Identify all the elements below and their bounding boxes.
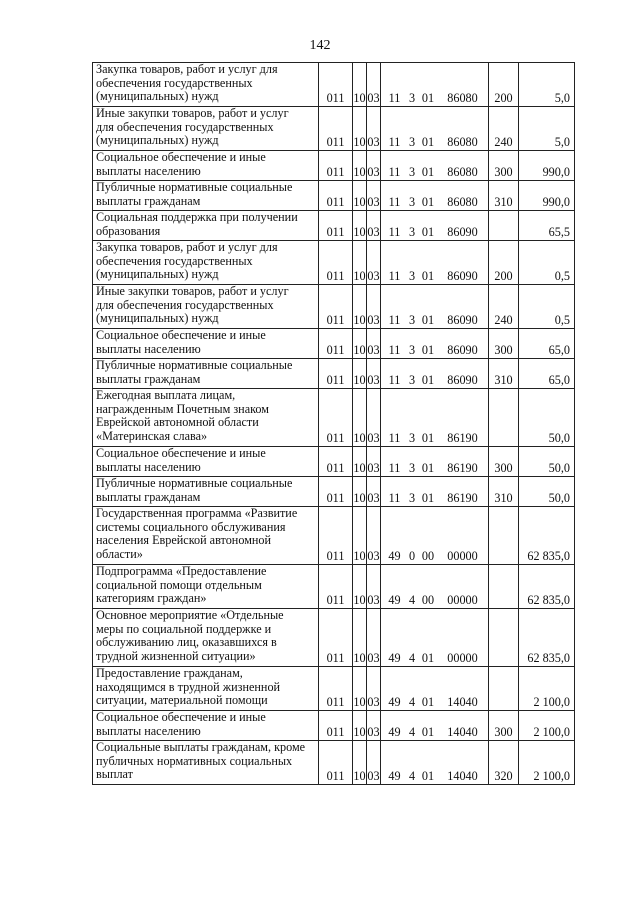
target-item-code <box>381 211 489 241</box>
target-item-code <box>381 741 489 785</box>
target-item-code-part: 01 <box>421 725 435 740</box>
target-item-code-part: 01 <box>421 343 435 358</box>
section-code: 10 <box>353 359 367 389</box>
expense-type-code: 240 <box>489 107 519 151</box>
expense-name <box>93 107 319 151</box>
expense-type-code <box>489 389 519 447</box>
expense-name-line: (муниципальных) нужд <box>96 89 219 104</box>
target-item-code-part: 11 <box>388 461 401 476</box>
ministry-code: 011 <box>319 63 353 107</box>
target-item-code <box>381 565 489 609</box>
target-item-code-part: 00000 <box>447 549 478 564</box>
target-item-code <box>381 477 489 507</box>
section-code: 10 <box>353 477 367 507</box>
expense-name <box>93 285 319 329</box>
table-row <box>93 447 575 477</box>
target-item-code-part: 01 <box>421 431 435 446</box>
expense-name-line: обслуживанию лиц, оказавшихся в <box>96 635 277 650</box>
target-item-code-part: 11 <box>388 373 401 388</box>
amount: 2 100,0 <box>519 741 575 785</box>
expense-name <box>93 151 319 181</box>
expense-name <box>93 211 319 241</box>
expense-name-line: (муниципальных) нужд <box>96 267 219 282</box>
expense-name-line: выплаты гражданам <box>96 371 201 386</box>
target-item-code <box>381 447 489 477</box>
subsection-code: 03 <box>367 285 381 329</box>
section-code: 10 <box>353 241 367 285</box>
target-item-code-part: 11 <box>388 431 401 446</box>
amount: 0,5 <box>519 241 575 285</box>
target-item-code-part: 14040 <box>447 769 478 784</box>
target-item-code-part: 49 <box>388 695 401 710</box>
subsection-code: 03 <box>367 359 381 389</box>
target-item-code-part: 3 <box>408 373 416 388</box>
expense-name <box>93 477 319 507</box>
section-code: 10 <box>353 565 367 609</box>
amount: 2 100,0 <box>519 667 575 711</box>
amount: 62 835,0 <box>519 565 575 609</box>
target-item-code-part: 01 <box>421 269 435 284</box>
expense-name-line: выплаты населению <box>96 163 201 178</box>
target-item-code-part: 11 <box>388 165 401 180</box>
expense-name-line: населения Еврейской автономной <box>96 533 272 548</box>
section-code: 10 <box>353 711 367 741</box>
target-item-code-part: 01 <box>421 695 435 710</box>
section-code: 10 <box>353 609 367 667</box>
target-item-code-part: 86080 <box>447 135 478 150</box>
target-item-code-part: 01 <box>421 225 435 240</box>
ministry-code: 011 <box>319 609 353 667</box>
target-item-code-part: 0 <box>408 549 416 564</box>
subsection-code: 03 <box>367 389 381 447</box>
section-code: 10 <box>353 507 367 565</box>
target-item-code-part: 01 <box>421 91 435 106</box>
table-row <box>93 741 575 785</box>
expense-name-line: публичных нормативных социальных <box>96 753 293 768</box>
target-item-code-part: 4 <box>408 695 416 710</box>
target-item-code <box>381 667 489 711</box>
expense-name <box>93 241 319 285</box>
expense-type-code: 300 <box>489 711 519 741</box>
target-item-code <box>381 285 489 329</box>
ministry-code: 011 <box>319 211 353 241</box>
subsection-code: 03 <box>367 447 381 477</box>
target-item-code-part: 00000 <box>447 593 478 608</box>
expense-name-line: Публичные нормативные социальные <box>96 358 293 372</box>
table-body <box>93 63 575 785</box>
expense-name-line: обеспечения государственных <box>96 75 253 90</box>
subsection-code: 03 <box>367 565 381 609</box>
expense-name <box>93 565 319 609</box>
expense-name <box>93 609 319 667</box>
expense-name <box>93 667 319 711</box>
expense-type-code <box>489 507 519 565</box>
target-item-code-part: 49 <box>388 725 401 740</box>
target-item-code <box>381 389 489 447</box>
expense-name <box>93 329 319 359</box>
expense-type-code <box>489 667 519 711</box>
target-item-code-part: 86090 <box>447 225 478 240</box>
target-item-code <box>381 107 489 151</box>
target-item-code <box>381 329 489 359</box>
target-item-code-part: 01 <box>421 195 435 210</box>
expense-type-code: 240 <box>489 285 519 329</box>
expense-name-line: Социальное обеспечение и иные <box>96 328 266 342</box>
expense-name-line: Закупка товаров, работ и услуг для <box>96 62 278 76</box>
table-row <box>93 151 575 181</box>
expense-name-line: Социальное обеспечение и иные <box>96 150 266 164</box>
target-item-code-part: 86090 <box>447 313 478 328</box>
target-item-code <box>381 63 489 107</box>
subsection-code: 03 <box>367 477 381 507</box>
target-item-code-part: 3 <box>408 461 416 476</box>
expense-type-code: 310 <box>489 181 519 211</box>
expense-name-line: награжденным Почетным знаком <box>96 401 269 416</box>
section-code: 10 <box>353 389 367 447</box>
target-item-code-part: 11 <box>388 225 401 240</box>
expense-name-line: меры по социальной поддержке и <box>96 621 272 636</box>
expense-name-line: для обеспечения государственных <box>96 119 274 134</box>
table-row <box>93 107 575 151</box>
section-code: 10 <box>353 285 367 329</box>
section-code: 10 <box>353 181 367 211</box>
subsection-code: 03 <box>367 667 381 711</box>
target-item-code-part: 00 <box>421 593 435 608</box>
subsection-code: 03 <box>367 151 381 181</box>
expense-name-line: Подпрограмма «Предоставление <box>96 564 267 578</box>
section-code: 10 <box>353 667 367 711</box>
ministry-code: 011 <box>319 565 353 609</box>
target-item-code-part: 86080 <box>447 195 478 210</box>
table-row <box>93 63 575 107</box>
expense-name-line: Социальное обеспечение и иные <box>96 710 266 724</box>
target-item-code-part: 4 <box>408 651 416 666</box>
ministry-code: 011 <box>319 389 353 447</box>
table-row <box>93 477 575 507</box>
expense-name-line: выплаты населению <box>96 459 201 474</box>
target-item-code-part: 3 <box>408 343 416 358</box>
amount: 2 100,0 <box>519 711 575 741</box>
expense-name <box>93 359 319 389</box>
expense-name-line: Социальная поддержка при получении <box>96 210 298 224</box>
expense-type-code <box>489 609 519 667</box>
target-item-code-part: 3 <box>408 431 416 446</box>
target-item-code-part: 86190 <box>447 431 478 446</box>
table-row <box>93 241 575 285</box>
expense-name-line: системы социального обслуживания <box>96 519 286 534</box>
expense-name <box>93 181 319 211</box>
expense-name-line: Еврейской автономной области <box>96 415 259 430</box>
target-item-code <box>381 711 489 741</box>
expense-name-line: выплаты гражданам <box>96 489 201 504</box>
expense-type-code <box>489 211 519 241</box>
target-item-code-part: 3 <box>408 165 416 180</box>
table-row <box>93 389 575 447</box>
target-item-code-part: 86090 <box>447 343 478 358</box>
target-item-code-part: 86190 <box>447 491 478 506</box>
expense-name-line: трудной жизненной ситуации» <box>96 648 256 663</box>
subsection-code: 03 <box>367 507 381 565</box>
ministry-code: 011 <box>319 711 353 741</box>
target-item-code-part: 11 <box>388 91 401 106</box>
subsection-code: 03 <box>367 711 381 741</box>
target-item-code-part: 00000 <box>447 651 478 666</box>
target-item-code-part: 49 <box>388 769 401 784</box>
expense-name-line: Государственная программа «Развитие <box>96 506 298 520</box>
target-item-code-part: 11 <box>388 343 401 358</box>
amount: 990,0 <box>519 151 575 181</box>
target-item-code <box>381 241 489 285</box>
expense-name-line: образования <box>96 223 161 238</box>
amount: 65,5 <box>519 211 575 241</box>
target-item-code-part: 49 <box>388 651 401 666</box>
ministry-code: 011 <box>319 241 353 285</box>
target-item-code-part: 3 <box>408 313 416 328</box>
amount: 62 835,0 <box>519 507 575 565</box>
ministry-code: 011 <box>319 181 353 211</box>
table-row <box>93 181 575 211</box>
table-row <box>93 359 575 389</box>
expense-name-line: ситуации, материальной помощи <box>96 693 268 708</box>
amount: 50,0 <box>519 477 575 507</box>
target-item-code-part: 11 <box>388 313 401 328</box>
ministry-code: 011 <box>319 107 353 151</box>
subsection-code: 03 <box>367 181 381 211</box>
target-item-code-part: 49 <box>388 549 401 564</box>
section-code: 10 <box>353 211 367 241</box>
subsection-code: 03 <box>367 107 381 151</box>
table-row <box>93 211 575 241</box>
expense-name-line: области» <box>96 546 143 561</box>
expense-name <box>93 389 319 447</box>
ministry-code: 011 <box>319 507 353 565</box>
target-item-code-part: 00 <box>421 549 435 564</box>
expense-name-line: Ежегодная выплата лицам, <box>96 388 236 402</box>
amount: 65,0 <box>519 359 575 389</box>
amount: 50,0 <box>519 389 575 447</box>
expense-name-line: выплаты населению <box>96 341 201 356</box>
subsection-code: 03 <box>367 63 381 107</box>
expense-name-line: находящимся в трудной жизненной <box>96 679 281 694</box>
expense-name-line: для обеспечения государственных <box>96 297 274 312</box>
target-item-code-part: 01 <box>421 135 435 150</box>
amount: 50,0 <box>519 447 575 477</box>
expense-name <box>93 711 319 741</box>
expense-name-line: выплаты населению <box>96 723 201 738</box>
target-item-code-part: 11 <box>388 491 401 506</box>
target-item-code-part: 3 <box>408 91 416 106</box>
table-row <box>93 667 575 711</box>
target-item-code-part: 3 <box>408 491 416 506</box>
ministry-code: 011 <box>319 667 353 711</box>
expense-name-line: выплат <box>96 767 133 782</box>
target-item-code-part: 86190 <box>447 461 478 476</box>
target-item-code-part: 14040 <box>447 725 478 740</box>
subsection-code: 03 <box>367 329 381 359</box>
target-item-code-part: 01 <box>421 165 435 180</box>
section-code: 10 <box>353 151 367 181</box>
expense-type-code: 310 <box>489 359 519 389</box>
target-item-code-part: 4 <box>408 593 416 608</box>
expense-type-code: 320 <box>489 741 519 785</box>
ministry-code: 011 <box>319 285 353 329</box>
target-item-code-part: 01 <box>421 651 435 666</box>
expense-type-code: 300 <box>489 151 519 181</box>
expense-name-line: Иные закупки товаров, работ и услуг <box>96 284 289 298</box>
amount: 0,5 <box>519 285 575 329</box>
ministry-code: 011 <box>319 741 353 785</box>
expense-name <box>93 741 319 785</box>
expense-name-line: Предоставление гражданам, <box>96 666 243 680</box>
expense-name-line: «Материнская слава» <box>96 428 208 443</box>
page-number: 142 <box>309 38 331 53</box>
table-row <box>93 565 575 609</box>
target-item-code <box>381 609 489 667</box>
expense-type-code: 310 <box>489 477 519 507</box>
ministry-code: 011 <box>319 359 353 389</box>
expense-name-line: (муниципальных) нужд <box>96 133 219 148</box>
table-row <box>93 609 575 667</box>
budget-table <box>92 62 575 785</box>
target-item-code-part: 3 <box>408 225 416 240</box>
target-item-code-part: 86080 <box>447 91 478 106</box>
expense-name-line: выплаты гражданам <box>96 193 201 208</box>
ministry-code: 011 <box>319 447 353 477</box>
amount: 62 835,0 <box>519 609 575 667</box>
ministry-code: 011 <box>319 151 353 181</box>
subsection-code: 03 <box>367 609 381 667</box>
target-item-code-part: 86090 <box>447 373 478 388</box>
expense-type-code: 300 <box>489 447 519 477</box>
target-item-code <box>381 507 489 565</box>
expense-type-code: 200 <box>489 63 519 107</box>
target-item-code-part: 86080 <box>447 165 478 180</box>
expense-name-line: Основное мероприятие «Отдельные <box>96 608 284 622</box>
ministry-code: 011 <box>319 477 353 507</box>
table-row <box>93 711 575 741</box>
target-item-code-part: 3 <box>408 135 416 150</box>
target-item-code-part: 01 <box>421 373 435 388</box>
target-item-code <box>381 151 489 181</box>
target-item-code-part: 86090 <box>447 269 478 284</box>
expense-name-line: Социальное обеспечение и иные <box>96 446 266 460</box>
expense-name-line: Иные закупки товаров, работ и услуг <box>96 106 289 120</box>
subsection-code: 03 <box>367 211 381 241</box>
ministry-code: 011 <box>319 329 353 359</box>
section-code: 10 <box>353 63 367 107</box>
section-code: 10 <box>353 329 367 359</box>
expense-type-code <box>489 565 519 609</box>
table-row <box>93 507 575 565</box>
expense-name-line: социальной помощи отдельным <box>96 577 262 592</box>
amount: 990,0 <box>519 181 575 211</box>
expense-type-code: 200 <box>489 241 519 285</box>
expense-type-code: 300 <box>489 329 519 359</box>
amount: 5,0 <box>519 63 575 107</box>
subsection-code: 03 <box>367 741 381 785</box>
expense-name <box>93 507 319 565</box>
table-row <box>93 329 575 359</box>
expense-name <box>93 447 319 477</box>
expense-name-line: категориям граждан» <box>96 591 207 606</box>
target-item-code-part: 11 <box>388 195 401 210</box>
expense-name-line: Социальные выплаты гражданам, кроме <box>96 740 306 754</box>
target-item-code-part: 4 <box>408 725 416 740</box>
subsection-code: 03 <box>367 241 381 285</box>
expense-name-line: обеспечения государственных <box>96 253 253 268</box>
table-row <box>93 285 575 329</box>
section-code: 10 <box>353 741 367 785</box>
target-item-code-part: 11 <box>388 269 401 284</box>
target-item-code-part: 01 <box>421 461 435 476</box>
target-item-code-part: 01 <box>421 769 435 784</box>
expense-name-line: (муниципальных) нужд <box>96 311 219 326</box>
target-item-code-part: 01 <box>421 491 435 506</box>
expense-name-line: Публичные нормативные социальные <box>96 476 293 490</box>
expense-name-line: Публичные нормативные социальные <box>96 180 293 194</box>
section-code: 10 <box>353 447 367 477</box>
target-item-code-part: 01 <box>421 313 435 328</box>
expense-name-line: Закупка товаров, работ и услуг для <box>96 240 278 254</box>
target-item-code-part: 49 <box>388 593 401 608</box>
target-item-code-part: 4 <box>408 769 416 784</box>
expense-name <box>93 63 319 107</box>
section-code: 10 <box>353 107 367 151</box>
amount: 65,0 <box>519 329 575 359</box>
target-item-code-part: 3 <box>408 269 416 284</box>
target-item-code-part: 14040 <box>447 695 478 710</box>
amount: 5,0 <box>519 107 575 151</box>
target-item-code <box>381 359 489 389</box>
target-item-code-part: 11 <box>388 135 401 150</box>
target-item-code-part: 3 <box>408 195 416 210</box>
target-item-code <box>381 181 489 211</box>
